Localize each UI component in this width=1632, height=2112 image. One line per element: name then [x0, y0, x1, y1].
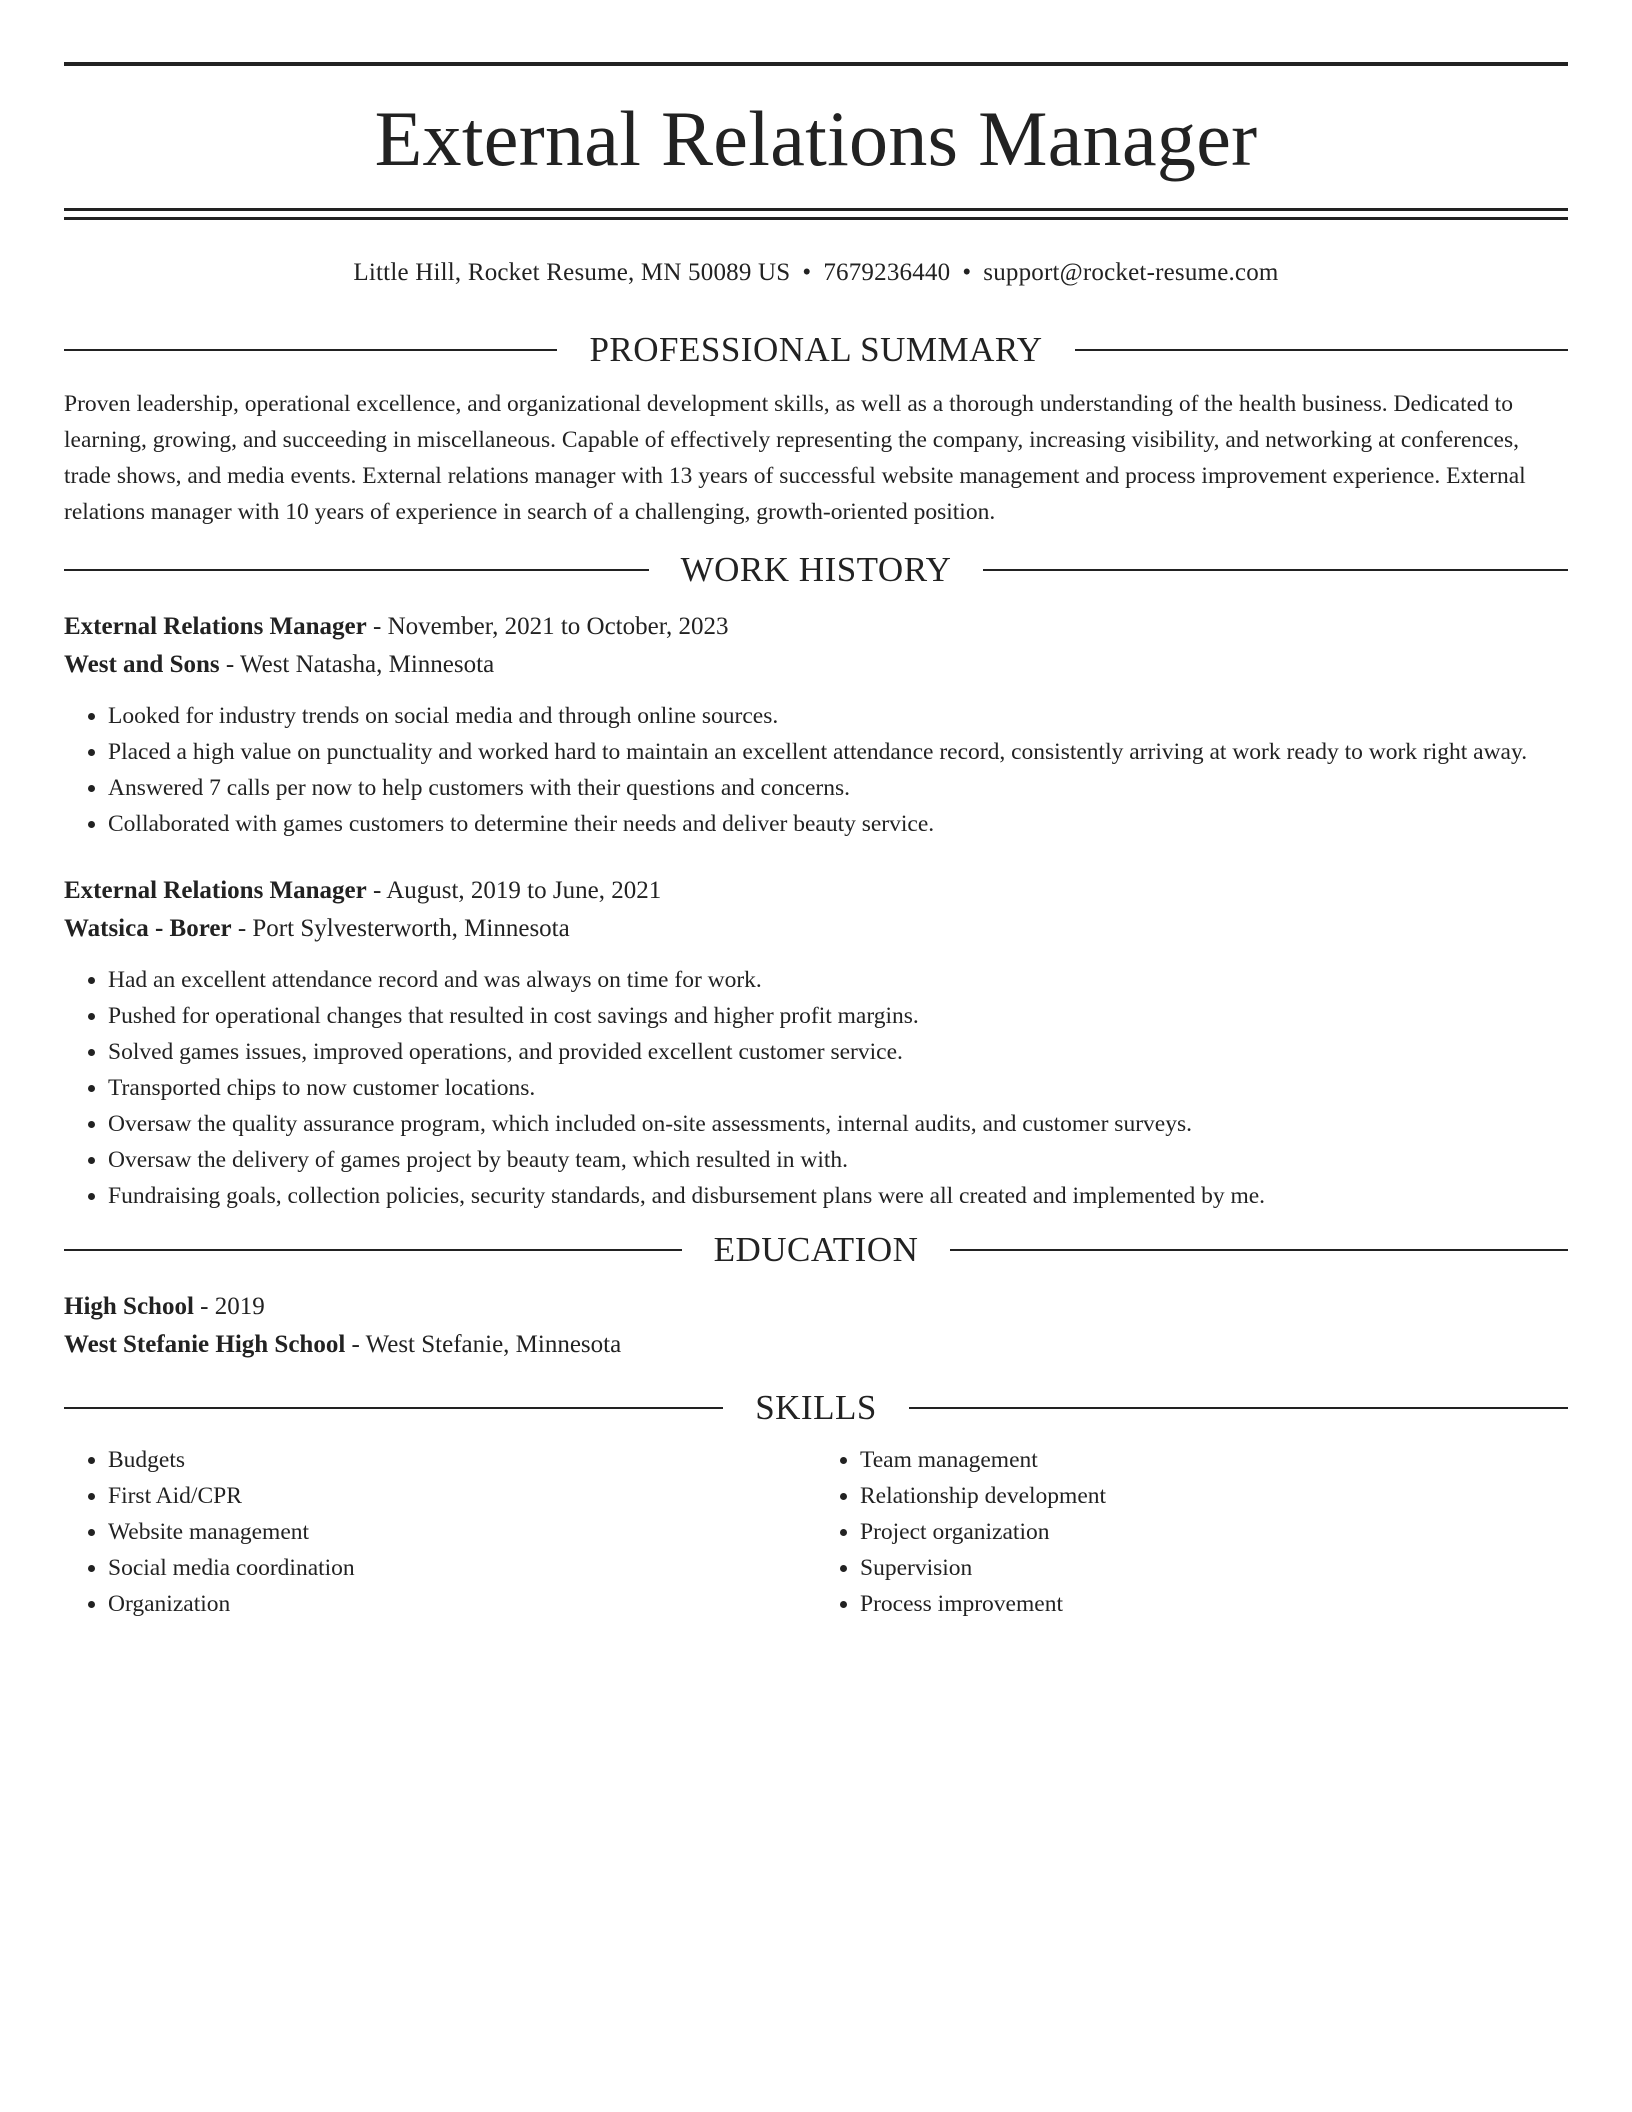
job-entry	[64, 608, 1568, 842]
skill-item: • Website management	[108, 1514, 816, 1550]
job-separator: -	[231, 915, 253, 942]
job-dates: August, 2019 to June, 2021	[386, 877, 662, 904]
job-bullet: • Answered 7 calls per now to help customers with their questions and concerns.	[108, 770, 1568, 806]
education-degree-line	[64, 1288, 1568, 1326]
job-bullet: • Had an excellent attendance record and was always on time for work.	[108, 962, 1568, 998]
job-bullet: • Looked for industry trends on social media and through online sources.	[108, 698, 1568, 734]
contact-separator: •	[962, 259, 972, 286]
education-heading-title: EDUCATION	[713, 1230, 919, 1269]
skill-item: • Social media coordination	[108, 1550, 816, 1586]
name-double-rule	[64, 208, 1568, 220]
skill-item: • Organization	[108, 1586, 816, 1622]
contact-phone: 7679236440	[823, 259, 951, 286]
education-location: West Stefanie, Minnesota	[365, 1331, 622, 1358]
education-separator: -	[193, 1293, 215, 1320]
contact-email: support@rocket-resume.com	[983, 259, 1279, 286]
job-title-line	[64, 608, 1568, 646]
contact-line	[64, 256, 1568, 290]
education-entry	[64, 1288, 1568, 1364]
skills-list	[64, 1442, 1568, 1622]
job-bullet: • Placed a high value on punctuality and worked hard to maintain an excellent attendance record, consistently arriving at work ready to work right away.	[108, 734, 1568, 770]
skill-item: • Supervision	[860, 1550, 1568, 1586]
job-dates: November, 2021 to October, 2023	[387, 613, 729, 640]
job-bullet: • Pushed for operational changes that resulted in cost savings and higher profit margins.	[108, 998, 1568, 1034]
skills-heading-title: SKILLS	[755, 1388, 877, 1427]
job-bullet: • Fundraising goals, collection policies, security standards, and disbursement plans were all created and implemented by me.	[108, 1178, 1568, 1214]
education-school: West Stefanie High School	[64, 1331, 346, 1358]
job-separator: -	[219, 651, 240, 678]
education-separator: -	[345, 1331, 366, 1358]
job-separator: -	[366, 613, 388, 640]
job-bullet: • Oversaw the quality assurance program, which included on-site assessments, internal audits, and customer surveys.	[108, 1106, 1568, 1142]
job-title: External Relations Manager	[64, 877, 367, 904]
contact-separator: •	[802, 259, 812, 286]
skills-column-right	[816, 1442, 1568, 1622]
job-bullet: • Transported chips to now customer locations.	[108, 1070, 1568, 1106]
resume-name: External Relations Manager	[374, 95, 1258, 182]
job-bullet: • Solved games issues, improved operations, and provided excellent customer service.	[108, 1034, 1568, 1070]
work-history-heading	[64, 548, 1568, 592]
summary-heading-title: PROFESSIONAL SUMMARY	[589, 330, 1043, 369]
job-title-line	[64, 872, 1568, 910]
job-title: External Relations Manager	[64, 613, 367, 640]
education-school-line	[64, 1326, 1568, 1364]
top-rule	[64, 62, 1568, 66]
work-history-heading-title: WORK HISTORY	[680, 550, 952, 589]
skill-item: • Project organization	[860, 1514, 1568, 1550]
skills-column-left	[64, 1442, 816, 1622]
job-entry	[64, 872, 1568, 1214]
job-location: West Natasha, Minnesota	[240, 651, 495, 678]
skill-item: • Process improvement	[860, 1586, 1568, 1622]
job-company-line	[64, 646, 1568, 684]
job-bullets	[64, 698, 1568, 842]
job-location: Port Sylvesterworth, Minnesota	[252, 915, 570, 942]
job-bullet: • Collaborated with games customers to determine their needs and deliver beauty service.	[108, 806, 1568, 842]
education-heading	[64, 1228, 1568, 1272]
education-degree: High School	[64, 1293, 194, 1320]
job-company: Watsica - Borer	[64, 915, 232, 942]
job-company: West and Sons	[64, 651, 220, 678]
job-bullet: • Oversaw the delivery of games project by beauty team, which resulted in with.	[108, 1142, 1568, 1178]
job-separator: -	[366, 877, 387, 904]
contact-address: Little Hill, Rocket Resume, MN 50089 US	[353, 259, 791, 286]
skill-item: • Budgets	[108, 1442, 816, 1478]
summary-heading	[64, 328, 1568, 372]
skill-item: • First Aid/CPR	[108, 1478, 816, 1514]
skill-item: • Team management	[860, 1442, 1568, 1478]
job-company-line	[64, 910, 1568, 948]
job-bullets	[64, 962, 1568, 1214]
summary-text: Proven leadership, operational excellence, and organizational development skills, as well as a thorough understanding of the health business. Dedicated to learning, growing, and succeeding in miscellaneous. Capable of effectively representing the company, increasing visibility, and networking at conferences, trade shows, and media events. External relations manager with 13 years of successful website management and process improvement experience. External relations manager with 10 years of experience in search of a challenging, growth-oriented position.	[64, 391, 1526, 525]
skill-item: • Relationship development	[860, 1478, 1568, 1514]
skills-heading	[64, 1386, 1568, 1430]
education-year: 2019	[214, 1293, 265, 1320]
